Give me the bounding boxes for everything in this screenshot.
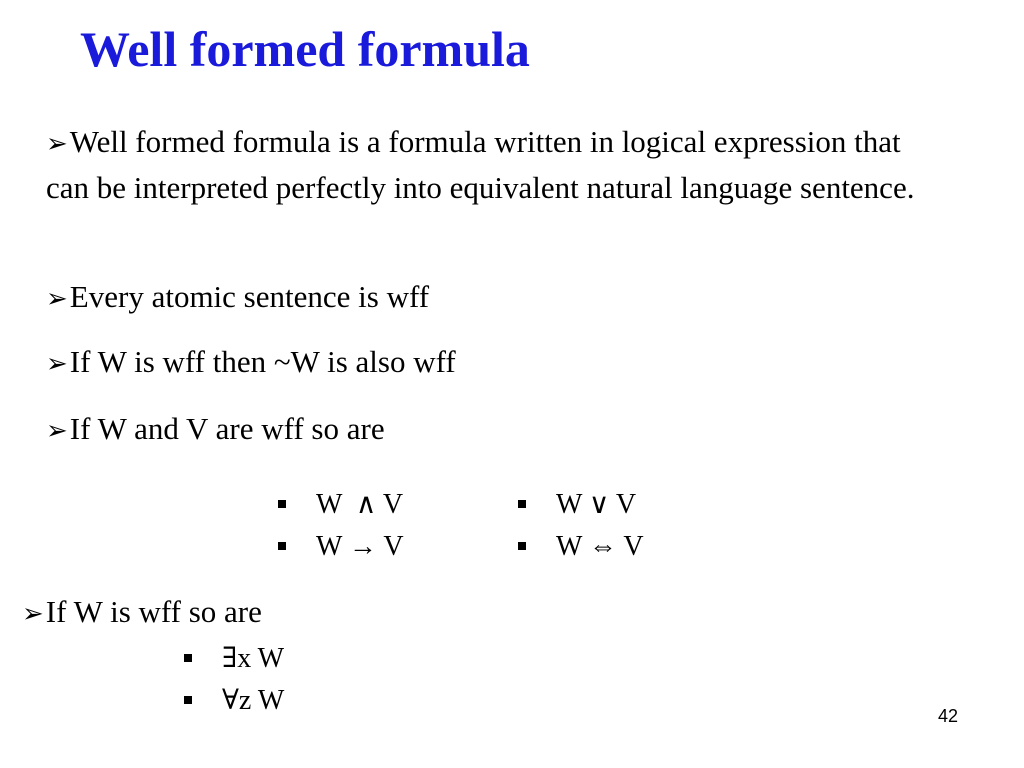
arrow-bullet-icon: ➢ — [46, 284, 68, 313]
sub-item-or — [518, 483, 636, 527]
bullet-text: Well formed formula is a formula written in logical expression that can be interpreted perfectly into equivalent natural language sentence. — [46, 124, 915, 205]
sub-item-text: W ⇔ V — [556, 531, 644, 562]
bullet-quantifiers — [22, 590, 262, 636]
square-bullet-icon — [278, 542, 286, 550]
bullet-negation — [46, 340, 456, 386]
square-bullet-icon — [278, 500, 286, 508]
bullet-atomic — [46, 275, 429, 321]
sub-item-text: W → V — [316, 531, 404, 562]
square-bullet-icon — [184, 654, 192, 662]
square-bullet-icon — [518, 542, 526, 550]
arrow-bullet-icon: ➢ — [46, 349, 68, 378]
sub-item-text: ∃x W — [222, 643, 285, 674]
bullet-text: If W is wff so are — [45, 594, 262, 629]
sub-item-and — [278, 483, 403, 527]
bullet-text: Every atomic sentence is wff — [69, 279, 430, 314]
bullet-definition — [46, 120, 946, 210]
arrow-bullet-icon: ➢ — [46, 129, 68, 158]
bullet-text: If W and V are wff so are — [69, 411, 385, 446]
sub-item-exists — [184, 637, 284, 681]
sub-item-text: W ∧ V — [316, 489, 404, 520]
square-bullet-icon — [184, 696, 192, 704]
sub-item-implies — [278, 525, 404, 569]
arrow-bullet-icon: ➢ — [46, 416, 68, 445]
sub-item-text: ∀z W — [222, 685, 285, 716]
slide-title: Well formed formula — [80, 21, 530, 77]
arrow-bullet-icon: ➢ — [22, 599, 44, 628]
page-number: 42 — [938, 706, 959, 726]
sub-item-text: W ∨ V — [556, 489, 637, 520]
sub-item-iff — [518, 525, 644, 569]
square-bullet-icon — [518, 500, 526, 508]
bullet-connectives — [46, 407, 385, 453]
bullet-text: If W is wff then ~W is also wff — [69, 344, 456, 379]
sub-item-forall — [184, 679, 284, 723]
